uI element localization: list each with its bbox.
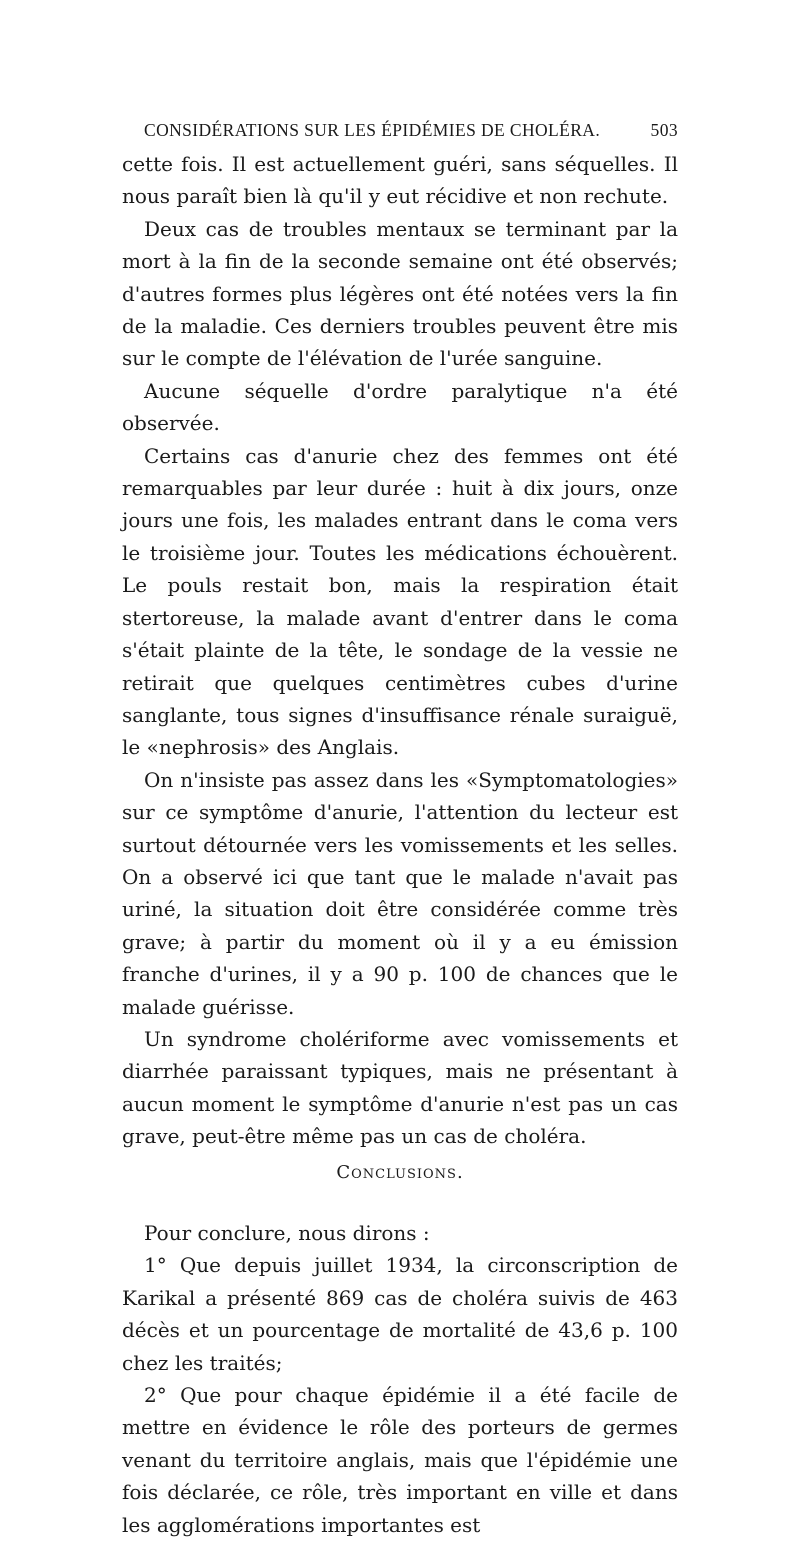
running-title: CONSIDÉRATIONS SUR LES ÉPIDÉMIES DE CHOLÉRA. <box>144 120 601 140</box>
section-heading: Conclusions. <box>336 1161 464 1183</box>
book-page <box>122 112 678 1541</box>
page-number: 503 <box>650 120 678 140</box>
running-head <box>122 112 678 148</box>
paragraph: Un syndrome cholériforme avec vomissements et diarrhée paraissant typiques, mais ne présentant à aucun moment le symptôme d'anurie n'est pas un cas grave, peut-être même pas un cas de choléra. <box>122 1026 678 1149</box>
paragraph: 1° Que depuis juillet 1934, la circonscription de Karikal a présenté 869 cas de choléra suivis de 463 décès et un pourcentage de mortalité de 43,6 p. 100 chez les traités; <box>122 1253 678 1375</box>
paragraph: Deux cas de troubles mentaux se terminant par la mort à la fin de la seconde semaine ont été observés; d'autres formes plus légères ont été notées vers la fin de la maladie. Ces derniers troubles peuvent être mis sur le compte de l'élévation de l'urée sanguine. <box>122 216 678 371</box>
paragraph: 2° Que pour chaque épidémie il a été facile de mettre en évidence le rôle des porteurs de germes venant du territoire anglais, mais que l'épidémie une fois déclarée, ce rôle, très important en ville et dans les agglomérations importantes est <box>122 1383 678 1537</box>
paragraph: On n'insiste pas assez dans les «Symptomatologies» sur ce symptôme d'anurie, l'attention du lecteur est surtout détournée vers les vomissements et les selles. On a observé ici que tant que le malade n'avait pas uriné, la situation doit être considérée comme très grave; à partir du moment où il y a eu émission franche d'urines, il y a 90 p. 100 de chances que le malade guérisse. <box>122 767 678 1019</box>
paragraph: Pour conclure, nous dirons : <box>144 1221 430 1245</box>
paragraph: cette fois. Il est actuellement guéri, sans séquelles. Il nous paraît bien là qu'il y eut récidive et non rechute. <box>122 152 678 209</box>
body-text <box>122 148 678 1541</box>
paragraph: Certains cas d'anurie chez des femmes ont été remarquables par leur durée : huit à dix jours, onze jours une fois, les malades entrant dans le coma vers le troisième jour. Toutes les médications échouèrent. Le pouls restait bon, mais la respiration était stertoreuse, la malade avant d'entrer dans le coma s'était plainte de la tête, le sondage de la vessie ne retirait que quelques centimètres cubes d'urine sanglante, tous signes d'insuffisance rénale suraiguë, le «nephrosis» des Anglais. <box>122 443 678 760</box>
paragraph: Aucune séquelle d'ordre paralytique n'a été observée. <box>122 378 678 436</box>
